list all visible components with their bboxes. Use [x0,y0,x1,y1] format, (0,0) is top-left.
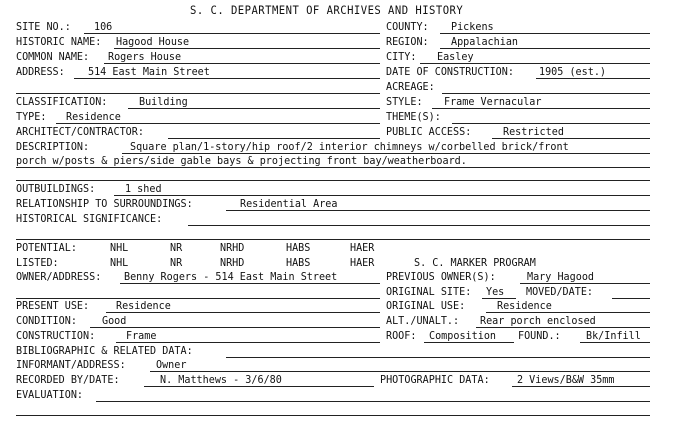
address-value: 514 East Main Street [88,65,210,78]
classification-value: Building [139,95,188,108]
condition-label: CONDITION: [16,314,77,327]
recorded-by-line [144,386,374,387]
construction-label: CONSTRUCTION: [16,329,96,342]
bibliographic-line [226,357,650,358]
outbuildings-label: OUTBUILDINGS: [16,182,96,195]
style-label: STYLE: [386,95,423,108]
form-title: S. C. DEPARTMENT OF ARCHIVES AND HISTORY [190,3,464,17]
previous-owner-label: PREVIOUS OWNER(S): [386,270,496,283]
acreage-line [442,93,650,94]
potential-nhl: NHL [110,241,129,254]
foundation-line [580,342,650,343]
evaluation-label: EVALUATION: [16,388,84,401]
roof-line [424,342,514,343]
date-construction-label: DATE OF CONSTRUCTION: [386,65,514,78]
original-use-value: Residence [497,299,552,312]
recorded-by-label: RECORDED BY/DATE: [16,373,120,386]
classification-line [128,108,380,109]
common-name-value: Rogers House [108,50,182,63]
original-use-line [486,312,650,313]
listed-nhl: NHL [110,256,129,269]
evaluation-line [96,401,650,402]
present-use-label: PRESENT USE: [16,299,90,312]
county-label: COUNTY: [386,20,429,33]
date-construction-value: 1905 (est.) [539,65,607,78]
owner-address-line [120,283,380,284]
region-line [440,48,650,49]
site-no-value: 106 [94,20,113,33]
construction-value: Frame [126,329,157,342]
original-use-label: ORIGINAL USE: [386,299,466,312]
type-label: TYPE: [16,110,47,123]
common-name-line [104,63,380,64]
architect-line [168,138,380,139]
address-label: ADDRESS: [16,65,65,78]
potential-habs: HABS [286,241,311,254]
recorded-by-value: N. Matthews - 3/6/80 [160,373,282,386]
alt-unalt-label: ALT./UNALT.: [386,314,460,327]
previous-owner-line [520,283,650,284]
historic-name-label: HISTORIC NAME: [16,35,102,48]
listed-label: LISTED: [16,256,59,269]
style-line [432,108,650,109]
public-access-value: Restricted [503,125,564,138]
type-value: Residence [66,110,121,123]
historical-significance-line [188,225,650,226]
listed-habs: HABS [286,256,311,269]
historic-name-value: Hagood House [116,35,190,48]
address-line [74,78,380,79]
informant-line [150,371,650,372]
site-no-label: SITE NO.: [16,20,71,33]
public-access-label: PUBLIC ACCESS: [386,125,472,138]
foundation-value: Bk/Infill [586,329,641,342]
alt-unalt-line [476,327,650,328]
foundation-label: FOUND.: [518,329,561,342]
city-value: Easley [437,50,474,63]
evaluation-line-2 [16,415,650,416]
county-value: Pickens [451,20,494,33]
alt-unalt-value: Rear porch enclosed [480,314,596,327]
moved-date-line [612,298,650,299]
photographic-value: 2 Views/B&W 35mm [517,373,615,386]
original-site-label: ORIGINAL SITE: [386,285,472,298]
informant-label: INFORMANT/ADDRESS: [16,358,126,371]
date-construction-line [536,78,650,79]
potential-nrhd: NRHD [220,241,245,254]
relationship-label: RELATIONSHIP TO SURROUNDINGS: [16,197,193,210]
condition-line [90,327,380,328]
city-label: CITY: [386,50,417,63]
photographic-label: PHOTOGRAPHIC DATA: [380,373,490,386]
historic-name-line [114,48,380,49]
region-label: REGION: [386,35,429,48]
moved-date-label: MOVED/DATE: [526,285,594,298]
potential-nr: NR [170,241,183,254]
region-value: Appalachian [451,35,519,48]
condition-value: Good [102,314,127,327]
potential-label: POTENTIAL: [16,241,77,254]
outbuildings-value: 1 shed [125,182,162,195]
listed-haer: HAER [350,256,375,269]
listed-nrhd: NRHD [220,256,245,269]
construction-line [116,342,380,343]
historical-significance-label: HISTORICAL SIGNIFICANCE: [16,212,163,225]
theme-label: THEME(S): [386,110,441,123]
county-line [440,33,650,34]
relationship-line [226,210,650,211]
roof-value: Composition [429,329,497,342]
owner-address-value: Benny Rogers - 514 East Main Street [124,270,338,283]
previous-owner-value: Mary Hagood [527,270,595,283]
classification-label: CLASSIFICATION: [16,95,108,108]
present-use-line [106,312,380,313]
historical-significance-line-2 [16,239,650,240]
theme-line [452,123,650,124]
bibliographic-label: BIBLIOGRAPHIC & RELATED DATA: [16,344,193,357]
style-value: Frame Vernacular [444,95,542,108]
city-line [420,63,650,64]
potential-haer: HAER [350,241,375,254]
description-underline-2 [16,167,650,168]
acreage-label: ACREAGE: [386,80,435,93]
common-name-label: COMMON NAME: [16,50,90,63]
description-label: DESCRIPTION: [16,140,90,153]
roof-label: ROOF: [386,329,417,342]
listed-nr: NR [170,256,183,269]
type-line [56,123,380,124]
site-no-line [84,33,380,34]
description-underline-3 [16,180,650,181]
blank-line [16,93,380,94]
relationship-value: Residential Area [240,197,338,210]
photographic-line [512,386,650,387]
original-site-value: Yes [486,285,505,298]
owner-address-label: OWNER/ADDRESS: [16,270,102,283]
public-access-line [492,138,650,139]
description-line-2: porch w/posts & piers/side gable bays & projecting front bay/weatherboard. [16,154,467,167]
marker-program-heading: S. C. MARKER PROGRAM [414,256,536,269]
present-use-value: Residence [116,299,171,312]
architect-label: ARCHITECT/CONTRACTOR: [16,125,144,138]
outbuildings-line [114,195,650,196]
informant-value: Owner [156,358,187,371]
description-line-1: Square plan/1-story/hip roof/2 interior chimneys w/corbelled brick/front [130,140,569,153]
